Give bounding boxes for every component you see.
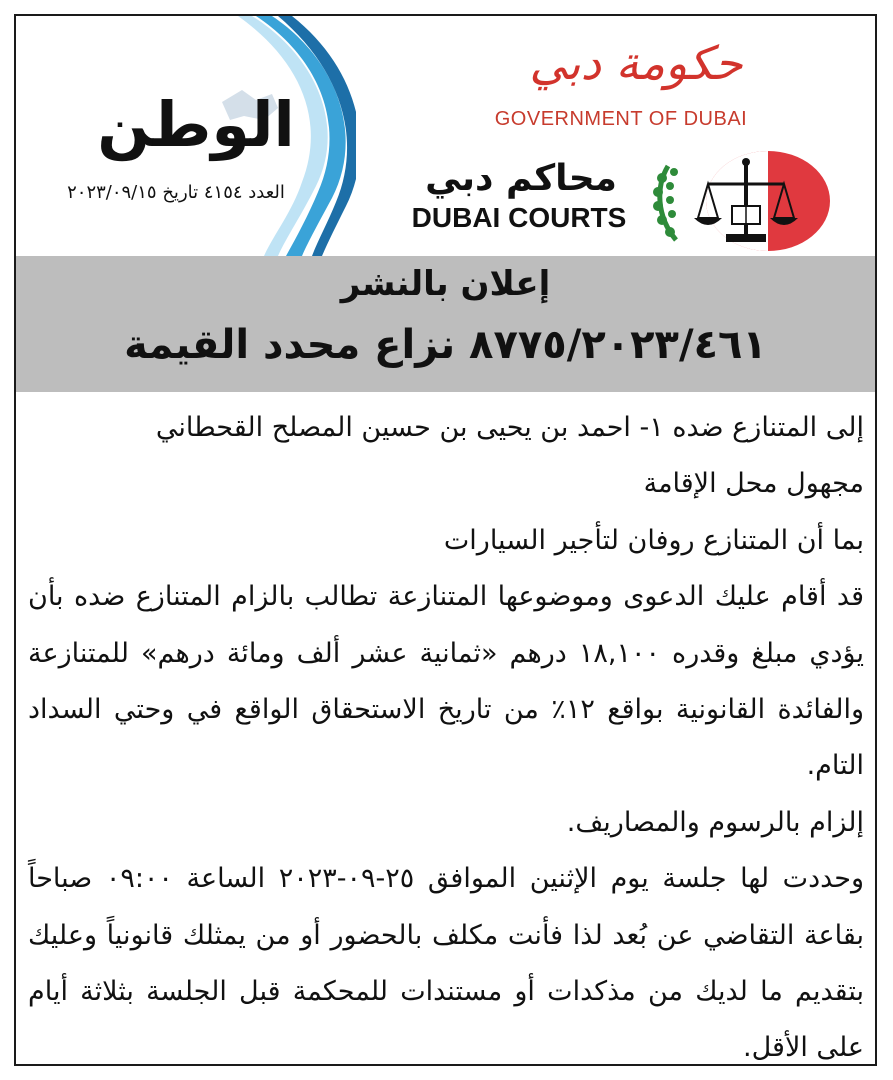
notice-title: إعلان بالنشر bbox=[340, 264, 551, 304]
notice-body bbox=[28, 400, 864, 1066]
courts-name-arabic: محاكم دبي bbox=[425, 158, 617, 199]
government-name-english: GOVERNMENT OF DUBAI bbox=[494, 108, 748, 130]
recipient-line: إلى المتنازع ضده ١- احمد بن يحيى بن حسين المصلح القحطاني bbox=[155, 412, 864, 443]
notice-header bbox=[16, 16, 875, 256]
dubai-courts-emblem-icon bbox=[636, 146, 836, 256]
case-number: ٨٧٧٥/٢٠٢٣/٤٦١ نزاع محدد القيمة bbox=[124, 322, 767, 368]
residence-line: مجهول محل الإقامة bbox=[643, 468, 864, 500]
claim-paragraph: قد أقام عليك الدعوى وموضوعها المتنازعة تطالب بالزام المتنازع ضده بأن يؤدي مبلغ وقدره ١٨,١٠٠ درهم «ثمانية عشر ألف ومائة درهم» للمتنازعة والفائدة القانونية بواقع ١٢٪ من تاريخ الاستحقاق الواقع في وحتي السداد التام. bbox=[28, 581, 864, 782]
newspaper-issue-date: العدد ٤١٥٤ تاريخ ٢٠٢٣/٠٩/١٥ bbox=[67, 182, 285, 203]
courts-name-english: DUBAI COURTS bbox=[411, 202, 627, 233]
government-name-arabic: حكومة دبي bbox=[529, 36, 743, 90]
hearing-paragraph: وحددت لها جلسة يوم الإثنين الموافق ٢٥-٠٩-٢٠٢٣ الساعة ٠٩:٠٠ صباحاً بقاعة التقاضي عن بُعد لذا فأنت مكلف بالحضور أو من يمثلك قانونياً وعليك بتقديم ما لديك من مذكدات أو مستندات للمحكمة قبل الجلسة بثلاثة أيام على الأقل. bbox=[28, 863, 864, 1064]
notice-title-band bbox=[16, 256, 875, 392]
fees-line: إلزام بالرسوم والمصاريف. bbox=[566, 806, 864, 838]
newspaper-name: الوطن bbox=[97, 88, 295, 161]
claimant-line: بما أن المتنازع روفان لتأجير السيارات bbox=[443, 524, 864, 556]
notice-frame bbox=[14, 14, 877, 1066]
newspaper-logo bbox=[16, 16, 356, 256]
